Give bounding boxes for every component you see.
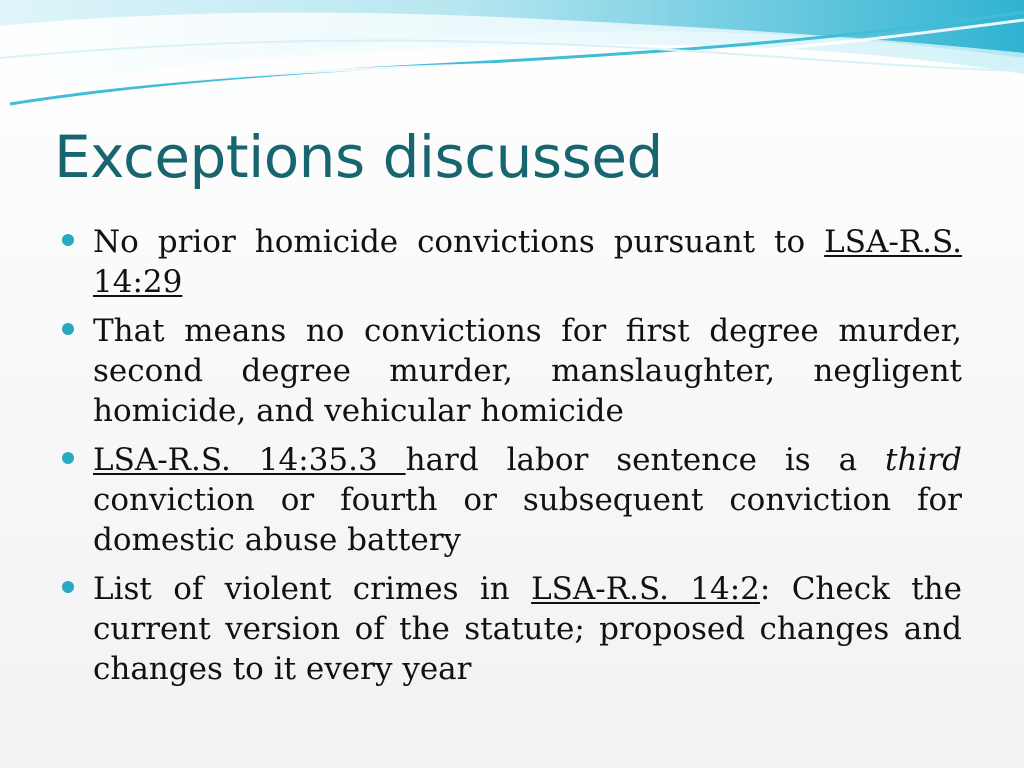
- bullet-italic-text: third: [884, 442, 962, 478]
- bullet-convictions-meaning: [62, 311, 962, 431]
- bullet-dot-icon: [62, 234, 74, 246]
- statute-link-14-35-3[interactable]: LSA-R.S. 14:35.3: [93, 442, 406, 478]
- bullet-dot-icon: [62, 581, 74, 593]
- bullet-text: List of violent crimes in: [93, 571, 532, 607]
- bullet-text: hard labor sentence is a: [405, 442, 885, 478]
- slide-title: Exceptions discussed: [54, 123, 663, 191]
- bullet-text: That means no convictions for first degree murder, second degree murder, manslaughter, negligent homicide, and vehicular homicide: [93, 313, 962, 429]
- bullet-dot-icon: [62, 452, 74, 464]
- bullet-dot-icon: [62, 323, 74, 335]
- bullet-text: : Check the current version of the statute; proposed changes and changes to it every year: [93, 571, 962, 687]
- bullet-violent-crimes-list: [62, 569, 962, 689]
- statute-link-14-2[interactable]: LSA-R.S. 14:2: [531, 571, 760, 607]
- statute-link-14-29[interactable]: LSA-R.S. 14:29: [93, 224, 962, 300]
- bullet-list: [62, 222, 962, 698]
- bullet-text: conviction or fourth or subsequent conviction for domestic abuse battery: [93, 482, 962, 558]
- header-wave-graphic: [0, 0, 1024, 130]
- bullet-hard-labor-sentence: [62, 440, 962, 560]
- bullet-prior-homicide-convictions: [62, 222, 962, 302]
- bullet-text: No prior homicide convictions pursuant to: [93, 224, 825, 260]
